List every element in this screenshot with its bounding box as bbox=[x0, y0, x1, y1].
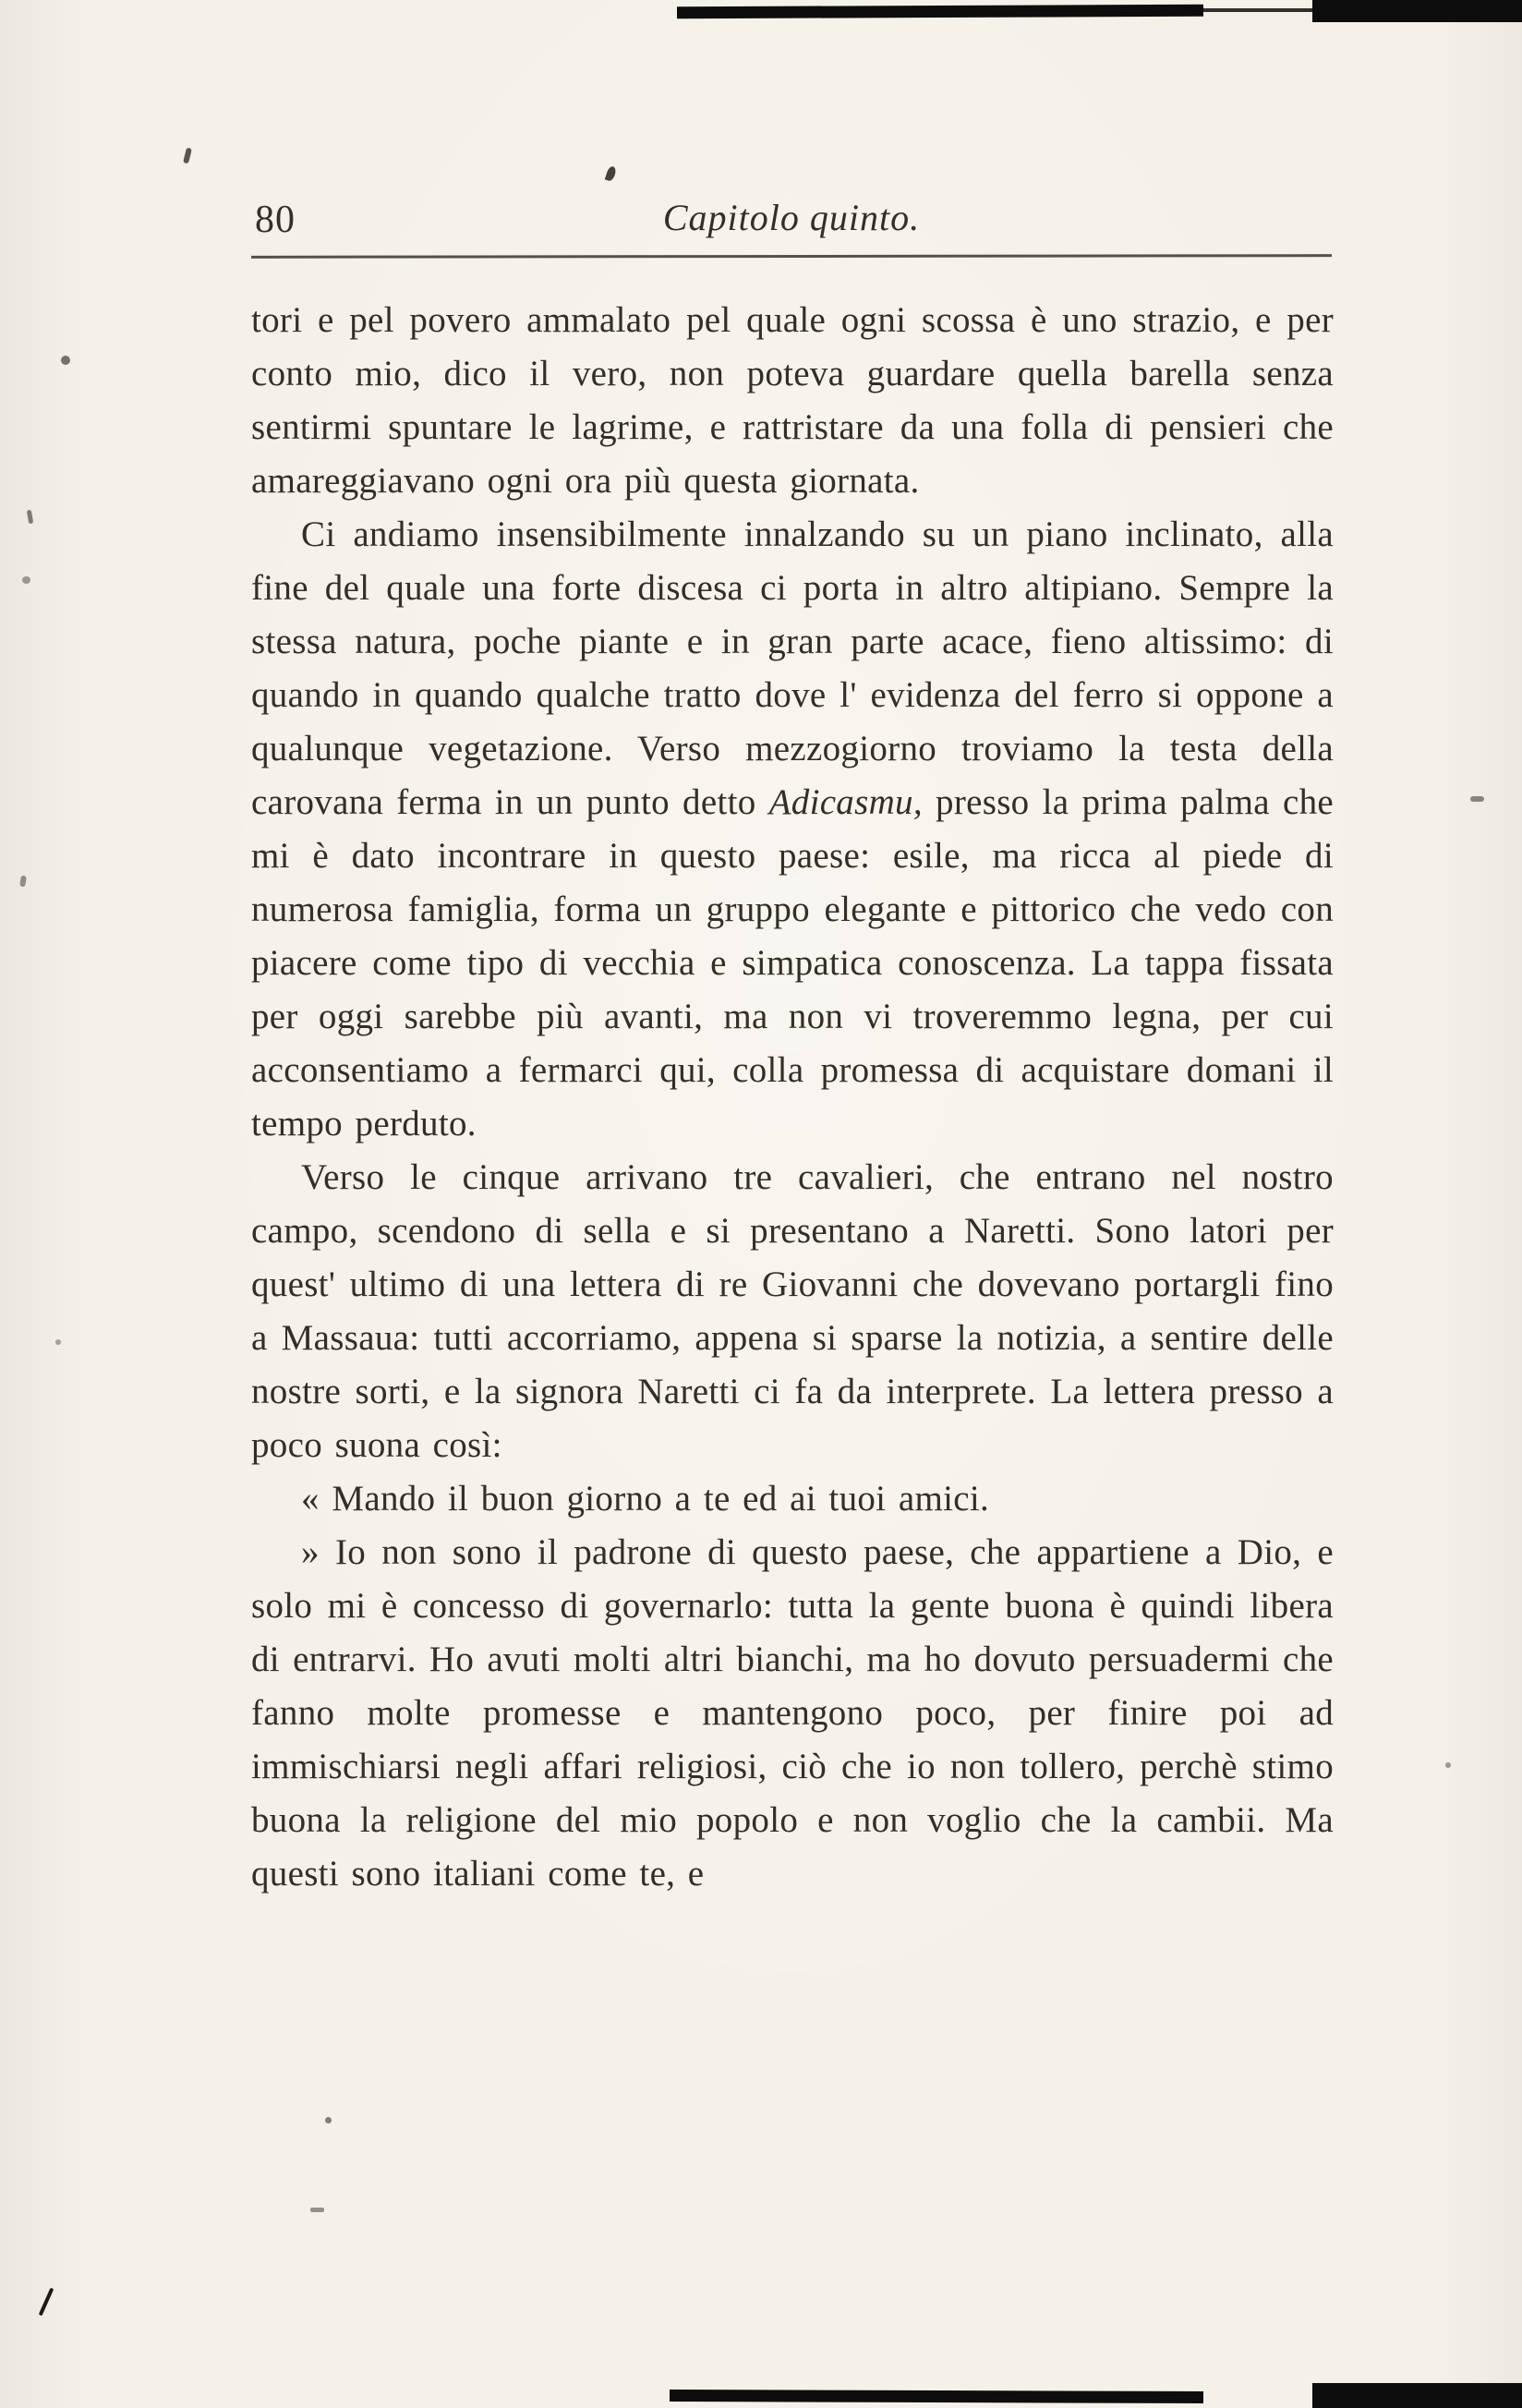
scan-artifact-bottom-right bbox=[1312, 2383, 1522, 2408]
scan-artifact-bottom-bar bbox=[670, 2390, 1203, 2403]
scan-speck bbox=[27, 510, 34, 525]
scan-speck bbox=[310, 2208, 324, 2212]
body-text: Ci andiamo insensibilmente innalzando su un piano inclinato, alla fine del quale una forte discesa ci porta in altro altipiano. Sempre la stessa natura, poche piante e in gran parte acace, fieno altissimo: di quando in quando qualche tratto dove l' evidenza del ferro si oppone a qualunque vegetazione. Verso mezzogiorno troviamo la testa della carovana ferma in un punto detto bbox=[251, 514, 1334, 822]
scan-speck bbox=[22, 576, 30, 584]
body-text: presso la prima palma che mi è dato incontrare in questo paese: esile, ma ricca al piede di numerosa famiglia, forma un gruppo elegante e pittorico che vedo con piacere come tipo di vecchia e simpatica conoscenza. La tappa fissata per oggi sarebbe più avanti, ma non vi troveremmo legna, per cui acconsentiamo a fermarci qui, colla promessa di acquistare domani il tempo perduto. bbox=[251, 782, 1334, 1143]
italic-text: Adicasmu, bbox=[768, 782, 923, 822]
scan-artifact-top-bar bbox=[677, 5, 1203, 18]
paragraph bbox=[251, 1472, 1334, 1526]
page-header bbox=[251, 192, 1332, 242]
scan-speck bbox=[19, 876, 27, 888]
scan-speck bbox=[183, 148, 192, 164]
scan-speck bbox=[61, 356, 70, 365]
text-block bbox=[251, 294, 1334, 1901]
scan-speck bbox=[1470, 796, 1484, 802]
scan-artifact-top-right bbox=[1312, 0, 1522, 22]
scan-speck bbox=[55, 1339, 61, 1345]
scan-speck bbox=[605, 165, 618, 182]
paragraph bbox=[251, 1151, 1334, 1472]
paragraph bbox=[251, 508, 1334, 1151]
chapter-title: Capitolo quinto. bbox=[662, 197, 921, 238]
header-rule bbox=[251, 254, 1332, 259]
body-text: » Io non sono il padrone di questo paese, che appartiene a Dio, e solo mi è concesso di governarlo: tutta la gente buona è quindi libera di entrarvi. Ho avuti molti altri bianchi, ma ho dovuto persuadermi che fanno molte promesse e mantengono poco, per finire poi ad immischiarsi negli affari religiosi, ciò che io non tollero, perchè stimo buona la religione del mio popolo e non voglio che la cambii. Ma questi sono italiani come te, e bbox=[251, 1532, 1334, 1894]
paragraph bbox=[251, 294, 1334, 508]
scan-speck bbox=[39, 2288, 54, 2317]
page-number: 80 bbox=[255, 199, 296, 241]
body-text: Verso le cinque arrivano tre cavalieri, che entrano nel nostro campo, scendono di sella e si presentano a Naretti. Sono latori per quest' ultimo di una lettera di re Giovanni che dovevano portargli fino a Massaua: tutti accorriamo, appena si sparse la notizia, a sentire delle nostre sorti, e la signora Naretti ci fa da interprete. La lettera presso a poco suona così: bbox=[251, 1157, 1334, 1465]
paragraph bbox=[251, 1526, 1334, 1901]
body-text: « Mando il buon giorno a te ed ai tuoi amici. bbox=[301, 1479, 990, 1519]
scan-artifact-top-line bbox=[1187, 8, 1321, 12]
scan-speck bbox=[1445, 1762, 1451, 1768]
body-text: tori e pel povero ammalato pel quale ogni scossa è uno strazio, e per conto mio, dico il vero, non poteva guardare quella barella senza sentirmi spuntare le lagrime, e rattristare da una folla di pensieri che amareggiavano ogni ora più questa giornata. bbox=[251, 300, 1334, 501]
scan-speck bbox=[325, 2117, 332, 2124]
